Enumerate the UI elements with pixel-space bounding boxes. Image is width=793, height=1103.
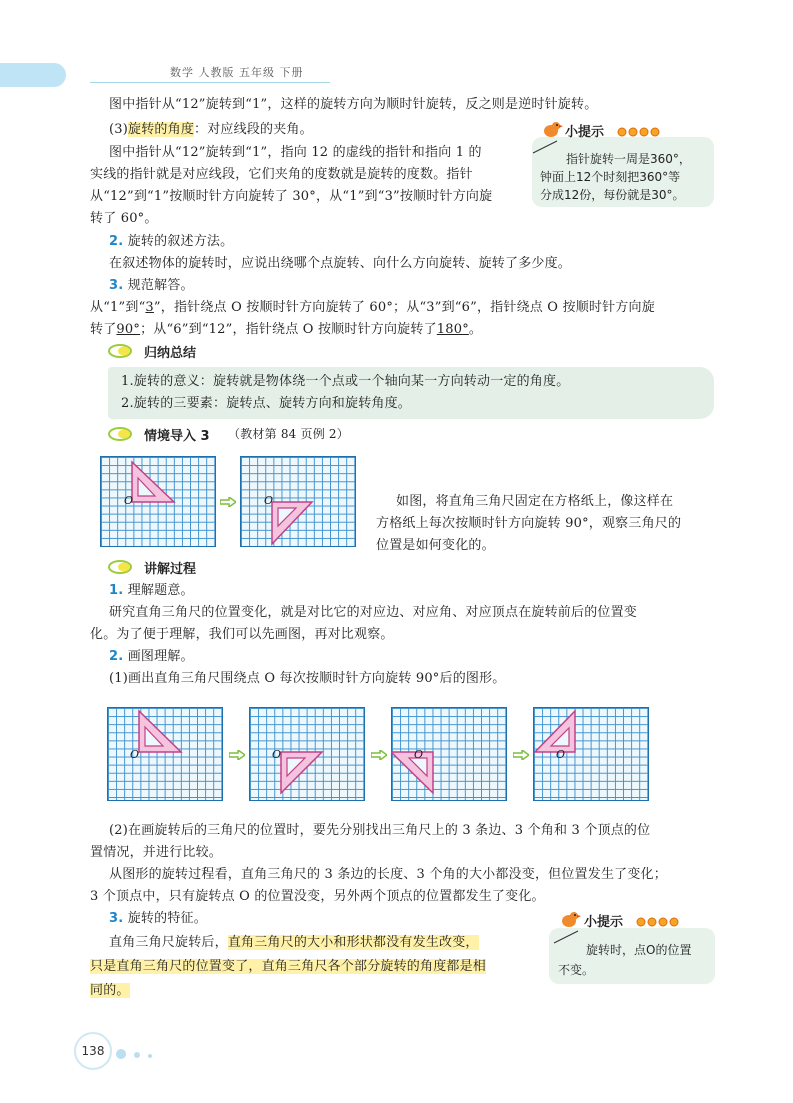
header-divider bbox=[90, 82, 330, 83]
para4-text: 从“1”到“ bbox=[90, 300, 146, 315]
triangle-intro-1 bbox=[100, 456, 216, 547]
tip2-pointer-line bbox=[552, 928, 582, 946]
step3-highlight: 只是直角三角尺的位置变了，直角三角尺各个部分旋转的角度都是相 bbox=[90, 959, 487, 974]
tip1-pointer-line bbox=[531, 138, 561, 156]
step3-line-3 bbox=[90, 981, 130, 1001]
o-label: O bbox=[556, 748, 566, 761]
bird-icon bbox=[558, 909, 582, 929]
intro-text-2: 方格纸上每次按顺时针方向旋转 90°，观察三角尺的 bbox=[376, 516, 682, 531]
step1 bbox=[109, 581, 194, 601]
section-bullet-icon bbox=[108, 559, 136, 575]
item2-title: 旋转的叙述方法。 bbox=[127, 234, 234, 249]
item3-num: 3. bbox=[109, 278, 124, 293]
item2-num: 2. bbox=[109, 234, 124, 249]
step2-num: 2. bbox=[109, 649, 124, 664]
step3-line-2 bbox=[90, 957, 486, 977]
para4-answer-2: 90° bbox=[116, 322, 141, 337]
tip1-title: 小提示 bbox=[565, 125, 605, 140]
step3-highlight: 直角三角尺的大小和形状都没有发生改变， bbox=[227, 935, 479, 950]
triangle-step-3 bbox=[391, 707, 507, 801]
arrow-right-icon bbox=[371, 750, 387, 760]
step2 bbox=[109, 647, 194, 667]
intro-text-1: 如图，将直角三角尺固定在方格纸上，像这样在 bbox=[396, 494, 674, 509]
section-bullet-icon bbox=[108, 343, 136, 359]
header-title: 数学 人教版 五年级 下册 bbox=[170, 66, 304, 79]
page-dot bbox=[116, 1049, 126, 1059]
o-label: O bbox=[124, 494, 134, 507]
para2-line-1: 图中指针从“12”旋转到“1”，指向 12 的虚线的指针和指向 1 的 bbox=[109, 145, 482, 160]
summary-title: 归纳总结 bbox=[144, 346, 197, 361]
para1: 图中指针从“12”旋转到“1”，这样的旋转方向为顺时针旋转，反之则是逆时针旋转。 bbox=[109, 97, 598, 112]
flower-dots-icon bbox=[617, 126, 661, 138]
tip2-line-1: 旋转时，点O的位置 bbox=[586, 943, 692, 957]
step3-highlight: 同的。 bbox=[90, 983, 130, 998]
para2-line-2: 实线的指针就是对应线段，它们夹角的度数就是旋转的度数。指针 bbox=[90, 167, 473, 182]
para4-text: ”，指针绕点 O 按顺时针方向旋转了 60°；从“3”到“6”，指针绕点 O 按顺时针方向旋 bbox=[153, 300, 655, 315]
tip2-title: 小提示 bbox=[584, 915, 624, 930]
triangle-step-2 bbox=[249, 707, 365, 801]
step3 bbox=[109, 909, 207, 929]
sec3-label: (3) bbox=[109, 122, 129, 137]
sec3-term: 旋转的角度 bbox=[128, 122, 195, 137]
step3-line-1 bbox=[109, 933, 479, 953]
para4-text: 。 bbox=[468, 322, 483, 337]
step2-title: 画图理解。 bbox=[127, 649, 194, 664]
step3-title: 旋转的特征。 bbox=[127, 911, 207, 926]
bird-icon bbox=[540, 119, 564, 139]
triangle-step-1 bbox=[107, 707, 223, 801]
section-bullet-icon bbox=[108, 426, 136, 442]
intro-title: 情境导入 3 bbox=[144, 429, 210, 444]
summary-item-2: 2.旋转的三要素：旋转点、旋转方向和旋转角度。 bbox=[121, 396, 412, 411]
triangle-step-4 bbox=[533, 707, 649, 801]
step3-text: 直角三角尺旋转后， bbox=[109, 935, 228, 950]
o-label: O bbox=[264, 494, 274, 507]
para4-answer-1: 3 bbox=[145, 300, 154, 315]
para4-text: 转了 bbox=[90, 322, 117, 337]
step1-title: 理解题意。 bbox=[127, 583, 194, 598]
arrow-right-icon bbox=[220, 497, 236, 507]
para2-line-3: 从“12”到“1”按顺时针方向旋转了 30°，从“1”到“3”按顺时针方向旋 bbox=[90, 189, 493, 204]
step2-sub2-1: (2)在画旋转后的三角尺的位置时，要先分别找出三角尺上的 3 条边、3 个角和 3 个顶点的位 bbox=[109, 823, 651, 838]
o-label: O bbox=[272, 748, 282, 761]
tip1-line-3: 分成12份，每份就是30°。 bbox=[540, 188, 685, 202]
item3 bbox=[109, 276, 194, 296]
tip2-line-2: 不变。 bbox=[558, 963, 595, 977]
sec3-rest: ：对应线段的夹角。 bbox=[194, 122, 313, 137]
para4-answer-3: 180° bbox=[436, 322, 469, 337]
step1-text-1: 研究直角三角尺的位置变化，就是对比它的对应边、对应角、对应顶点在旋转前后的位置变 bbox=[109, 605, 638, 620]
step2-text-2: 3 个顶点中，只有旋转点 O 的位置没变，另外两个顶点的位置都发生了变化。 bbox=[90, 889, 545, 904]
page-dot bbox=[134, 1052, 140, 1058]
step2-sub1: (1)画出直角三角尺围绕点 O 每次按顺时针方向旋转 90°后的图形。 bbox=[109, 671, 506, 686]
step3-num: 3. bbox=[109, 911, 124, 926]
para4-line-1 bbox=[90, 298, 655, 318]
header-tab bbox=[0, 63, 66, 87]
triangle-intro-2 bbox=[240, 456, 356, 547]
o-label: O bbox=[414, 748, 424, 761]
process-title: 讲解过程 bbox=[144, 562, 197, 577]
arrow-right-icon bbox=[513, 750, 529, 760]
intro-text-3: 位置是如何变化的。 bbox=[376, 538, 495, 553]
tip1-line-1: 指针旋转一周是360°， bbox=[566, 152, 691, 166]
para2-line-4: 转了 60°。 bbox=[90, 211, 158, 226]
flower-dots-icon bbox=[636, 916, 680, 928]
step1-num: 1. bbox=[109, 583, 124, 598]
page-dot bbox=[148, 1054, 152, 1058]
para4-line-2 bbox=[90, 320, 482, 340]
tip1-line-2: 钟面上12个时刻把360°等 bbox=[540, 170, 681, 184]
sec3-line bbox=[109, 120, 313, 140]
para3: 在叙述物体的旋转时，应说出绕哪个点旋转、向什么方向旋转、旋转了多少度。 bbox=[109, 256, 572, 271]
summary-item-1: 1.旋转的意义：旋转就是物体绕一个点或一个轴向某一方向转动一定的角度。 bbox=[121, 374, 570, 389]
step1-text-2: 化。为了便于理解，我们可以先画图，再对比观察。 bbox=[90, 627, 394, 642]
step2-sub2-2: 置情况，并进行比较。 bbox=[90, 845, 223, 860]
item2 bbox=[109, 232, 233, 252]
arrow-right-icon bbox=[229, 750, 245, 760]
para4-text: ；从“6”到“12”，指针绕点 O 按顺时针方向旋转了 bbox=[140, 322, 437, 337]
step2-text-1: 从图形的旋转过程看，直角三角尺的 3 条边的长度、3 个角的大小都没变，但位置发生了变化； bbox=[109, 867, 667, 882]
intro-source: （教材第 84 页例 2） bbox=[228, 427, 349, 441]
item3-title: 规范解答。 bbox=[127, 278, 194, 293]
page-number: 138 bbox=[74, 1032, 112, 1070]
o-label: O bbox=[130, 748, 140, 761]
